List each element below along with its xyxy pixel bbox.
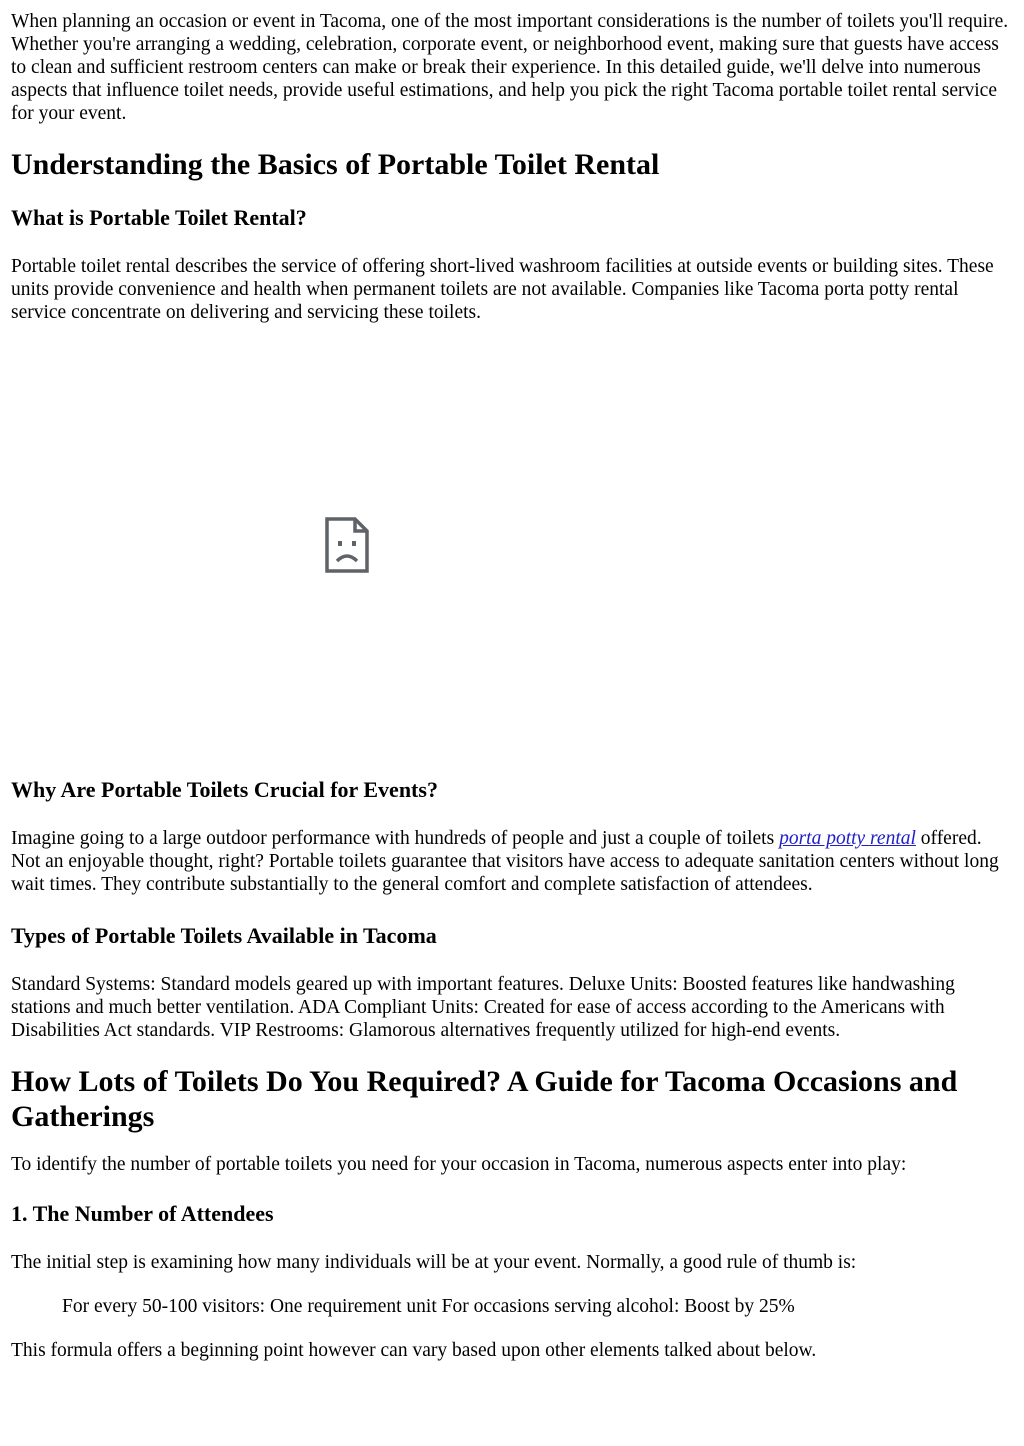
paragraph-why-crucial	[11, 827, 1013, 896]
paragraph-why-text-start: Imagine going to a large outdoor performance with hundreds of people and just a couple of toilets	[11, 828, 780, 849]
heading-understanding-basics: Understanding the Basics of Portable Toilet Rental	[11, 148, 660, 181]
paragraph-initial-step: The initial step is examining how many individuals will be at your event. Normally, a good rule of thumb is:	[11, 1252, 857, 1273]
heading-why-crucial: Why Are Portable Toilets Crucial for Events?	[11, 777, 438, 802]
broken-image	[11, 324, 1013, 769]
heading-how-many-toilets: How Lots of Toilets Do You Required? A Guide for Tacoma Occasions and Gatherings	[11, 1065, 958, 1133]
heading-types: Types of Portable Toilets Available in Tacoma	[11, 923, 437, 948]
intro-paragraph: When planning an occasion or event in Tacoma, one of the most important considerations is the number of toilets you'll require. Whether you're arranging a wedding, celebration, corporate event, or neighborhood event, making sure that guests have access to clean and sufficient restroom centers can make or break their experience. In this detailed guide, we'll delve into numerous aspects that influence toilet needs, provide useful estimations, and help you pick the right Tacoma portable toilet rental service for your event.	[11, 11, 1009, 124]
rule-of-thumb: For every 50-100 visitors: One requirement unit For occasions serving alcohol: Boost by 25%	[62, 1296, 795, 1317]
broken-image-icon	[325, 517, 369, 573]
heading-what-is-rental: What is Portable Toilet Rental?	[11, 205, 307, 230]
paragraph-formula: This formula offers a beginning point however can vary based upon other elements talked about below.	[11, 1340, 817, 1361]
paragraph-what-is-rental: Portable toilet rental describes the service of offering short-lived washroom facilities at outside events or building sites. These units provide convenience and health when permanent toilets are not available. Companies like Tacoma porta potty rental service concentrate on delivering and servicing these toilets.	[11, 256, 994, 323]
paragraph-identify: To identify the number of portable toilets you need for your occasion in Tacoma, numerous aspects enter into play:	[11, 1154, 907, 1175]
paragraph-types: Standard Systems: Standard models geared up with important features. Deluxe Units: Boosted features like handwashing stations and much better ventilation. ADA Compliant Units: Created for ease of access according to the Americans with Disabilities Act standards. VIP Restrooms: Glamorous alternatives frequently utilized for high-end events.	[11, 974, 955, 1041]
paragraph-why-text-end: offered. Not an enjoyable thought, right? Portable toilets guarantee that visitors have access to adequate sanitation centers without long wait times. They contribute substantially to the general comfort and complete satisfaction of attendees.	[11, 828, 999, 895]
heading-number-of-attendees: 1. The Number of Attendees	[11, 1201, 274, 1226]
porta-potty-rental-link[interactable]: porta potty rental	[779, 828, 916, 849]
